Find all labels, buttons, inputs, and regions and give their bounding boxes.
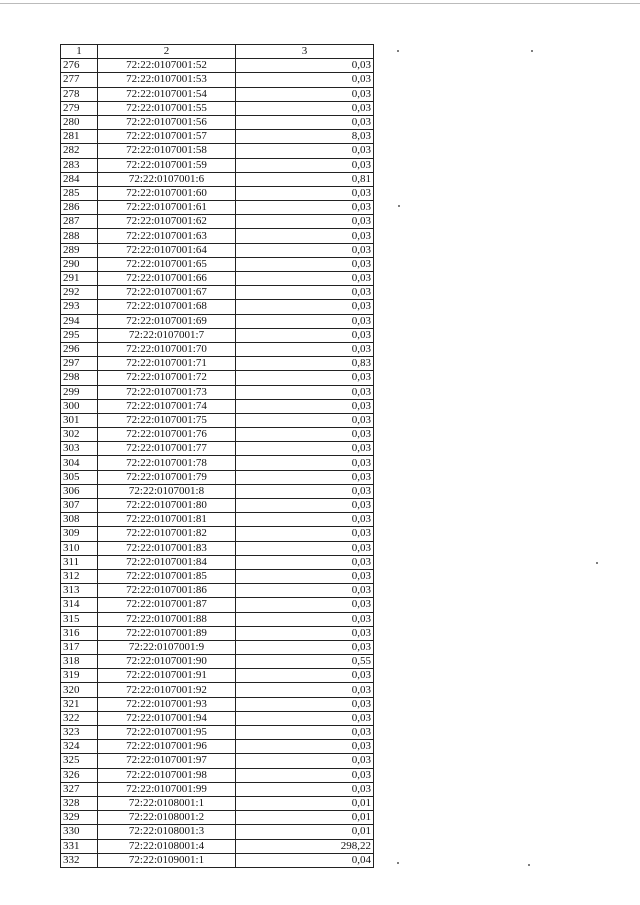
row-number: 319 [61, 669, 98, 683]
area-value: 0,03 [236, 569, 374, 583]
cadastral-number: 72:22:0107001:66 [98, 272, 236, 286]
area-value: 0,03 [236, 683, 374, 697]
table-row [61, 569, 374, 583]
cadastral-number: 72:22:0107001:92 [98, 683, 236, 697]
row-number: 284 [61, 172, 98, 186]
cadastral-number: 72:22:0107001:84 [98, 555, 236, 569]
cadastral-number: 72:22:0107001:82 [98, 527, 236, 541]
row-number: 306 [61, 484, 98, 498]
cadastral-number: 72:22:0107001:81 [98, 513, 236, 527]
row-number: 331 [61, 839, 98, 853]
cadastral-number: 72:22:0107001:7 [98, 328, 236, 342]
row-number: 308 [61, 513, 98, 527]
table-row [61, 413, 374, 427]
row-number: 291 [61, 272, 98, 286]
row-number: 277 [61, 73, 98, 87]
area-value: 0,04 [236, 853, 374, 867]
cadastral-number: 72:22:0107001:63 [98, 229, 236, 243]
area-value: 0,03 [236, 697, 374, 711]
table-row [61, 342, 374, 356]
area-value: 0,03 [236, 215, 374, 229]
row-number: 325 [61, 754, 98, 768]
area-value: 0,03 [236, 286, 374, 300]
row-number: 328 [61, 796, 98, 810]
area-value: 0,03 [236, 87, 374, 101]
area-value: 0,01 [236, 811, 374, 825]
area-value: 0,03 [236, 711, 374, 725]
scan-speck [528, 864, 530, 866]
scan-speck [397, 50, 399, 52]
area-value: 298,22 [236, 839, 374, 853]
area-value: 0,03 [236, 442, 374, 456]
row-number: 296 [61, 342, 98, 356]
table-row [61, 229, 374, 243]
cadastral-number: 72:22:0107001:74 [98, 399, 236, 413]
row-number: 329 [61, 811, 98, 825]
row-number: 304 [61, 456, 98, 470]
cadastral-number: 72:22:0107001:85 [98, 569, 236, 583]
table-row [61, 186, 374, 200]
cadastral-number: 72:22:0107001:77 [98, 442, 236, 456]
area-value: 0,03 [236, 73, 374, 87]
row-number: 295 [61, 328, 98, 342]
area-value: 0,03 [236, 499, 374, 513]
table-row [61, 825, 374, 839]
table-row [61, 527, 374, 541]
header-col-1: 1 [61, 45, 98, 59]
cadastral-number: 72:22:0108001:4 [98, 839, 236, 853]
area-value: 0,03 [236, 484, 374, 498]
row-number: 279 [61, 101, 98, 115]
area-value: 0,03 [236, 272, 374, 286]
cadastral-number: 72:22:0107001:80 [98, 499, 236, 513]
area-value: 0,83 [236, 357, 374, 371]
cadastral-number: 72:22:0107001:68 [98, 300, 236, 314]
table-row [61, 144, 374, 158]
row-number: 300 [61, 399, 98, 413]
area-value: 0,03 [236, 640, 374, 654]
cadastral-number: 72:22:0107001:64 [98, 243, 236, 257]
cadastral-number: 72:22:0107001:73 [98, 385, 236, 399]
area-value: 8,03 [236, 130, 374, 144]
cadastral-number: 72:22:0107001:79 [98, 470, 236, 484]
area-value: 0,03 [236, 399, 374, 413]
area-value: 0,03 [236, 115, 374, 129]
row-number: 317 [61, 640, 98, 654]
table-row [61, 555, 374, 569]
table-row [61, 683, 374, 697]
row-number: 288 [61, 229, 98, 243]
area-value: 0,03 [236, 428, 374, 442]
row-number: 289 [61, 243, 98, 257]
table-row [61, 399, 374, 413]
table-row [61, 314, 374, 328]
row-number: 330 [61, 825, 98, 839]
table-row [61, 584, 374, 598]
table-row [61, 101, 374, 115]
scan-speck [398, 205, 400, 207]
table-row [61, 853, 374, 867]
row-number: 280 [61, 115, 98, 129]
row-number: 318 [61, 655, 98, 669]
row-number: 302 [61, 428, 98, 442]
row-number: 278 [61, 87, 98, 101]
table-row [61, 726, 374, 740]
table-row [61, 257, 374, 271]
area-value: 0,03 [236, 782, 374, 796]
row-number: 327 [61, 782, 98, 796]
scan-speck [596, 562, 598, 564]
row-number: 316 [61, 626, 98, 640]
row-number: 310 [61, 541, 98, 555]
area-value: 0,03 [236, 257, 374, 271]
table-row [61, 782, 374, 796]
cadastral-table [60, 44, 374, 868]
cadastral-number: 72:22:0107001:53 [98, 73, 236, 87]
table-row [61, 839, 374, 853]
header-col-3: 3 [236, 45, 374, 59]
table-row [61, 470, 374, 484]
row-number: 305 [61, 470, 98, 484]
cadastral-number: 72:22:0108001:1 [98, 796, 236, 810]
header-col-2: 2 [98, 45, 236, 59]
cadastral-number: 72:22:0107001:67 [98, 286, 236, 300]
area-value: 0,03 [236, 314, 374, 328]
cadastral-number: 72:22:0107001:94 [98, 711, 236, 725]
table-row [61, 754, 374, 768]
row-number: 314 [61, 598, 98, 612]
area-value: 0,55 [236, 655, 374, 669]
row-number: 324 [61, 740, 98, 754]
cadastral-number: 72:22:0107001:83 [98, 541, 236, 555]
area-value: 0,03 [236, 385, 374, 399]
area-value: 0,03 [236, 158, 374, 172]
area-value: 0,03 [236, 598, 374, 612]
cadastral-number: 72:22:0108001:2 [98, 811, 236, 825]
area-value: 0,81 [236, 172, 374, 186]
table-row [61, 172, 374, 186]
table-row [61, 640, 374, 654]
row-number: 301 [61, 413, 98, 427]
area-value: 0,03 [236, 229, 374, 243]
area-value: 0,03 [236, 584, 374, 598]
table-row [61, 456, 374, 470]
page-top-border [0, 3, 640, 4]
cadastral-number: 72:22:0107001:65 [98, 257, 236, 271]
cadastral-number: 72:22:0107001:52 [98, 59, 236, 73]
cadastral-number: 72:22:0107001:89 [98, 626, 236, 640]
row-number: 281 [61, 130, 98, 144]
row-number: 285 [61, 186, 98, 200]
table-row [61, 201, 374, 215]
area-value: 0,03 [236, 456, 374, 470]
area-value: 0,03 [236, 59, 374, 73]
cadastral-number: 72:22:0107001:69 [98, 314, 236, 328]
table-row [61, 87, 374, 101]
row-number: 320 [61, 683, 98, 697]
table-row [61, 215, 374, 229]
table-row [61, 598, 374, 612]
cadastral-number: 72:22:0107001:95 [98, 726, 236, 740]
table-row [61, 385, 374, 399]
row-number: 283 [61, 158, 98, 172]
row-number: 293 [61, 300, 98, 314]
table-row [61, 243, 374, 257]
table-row [61, 811, 374, 825]
area-value: 0,03 [236, 342, 374, 356]
area-value: 0,03 [236, 243, 374, 257]
table-row [61, 286, 374, 300]
cadastral-number: 72:22:0107001:70 [98, 342, 236, 356]
area-value: 0,03 [236, 754, 374, 768]
table-row [61, 428, 374, 442]
table-row [61, 697, 374, 711]
row-number: 313 [61, 584, 98, 598]
row-number: 326 [61, 768, 98, 782]
cadastral-number: 72:22:0107001:61 [98, 201, 236, 215]
table-row [61, 328, 374, 342]
cadastral-number: 72:22:0107001:8 [98, 484, 236, 498]
area-value: 0,03 [236, 513, 374, 527]
row-number: 290 [61, 257, 98, 271]
row-number: 303 [61, 442, 98, 456]
cadastral-number: 72:22:0107001:75 [98, 413, 236, 427]
row-number: 323 [61, 726, 98, 740]
table-row [61, 626, 374, 640]
area-value: 0,03 [236, 541, 374, 555]
row-number: 287 [61, 215, 98, 229]
cadastral-number: 72:22:0107001:93 [98, 697, 236, 711]
table-header [61, 45, 374, 59]
table-row [61, 158, 374, 172]
cadastral-number: 72:22:0107001:96 [98, 740, 236, 754]
row-number: 294 [61, 314, 98, 328]
row-number: 307 [61, 499, 98, 513]
cadastral-number: 72:22:0109001:1 [98, 853, 236, 867]
row-number: 312 [61, 569, 98, 583]
cadastral-number: 72:22:0107001:76 [98, 428, 236, 442]
cadastral-number: 72:22:0107001:55 [98, 101, 236, 115]
cadastral-number: 72:22:0107001:58 [98, 144, 236, 158]
table-row [61, 484, 374, 498]
row-number: 332 [61, 853, 98, 867]
table-row [61, 796, 374, 810]
table-row [61, 357, 374, 371]
cadastral-number: 72:22:0107001:59 [98, 158, 236, 172]
area-value: 0,03 [236, 201, 374, 215]
area-value: 0,01 [236, 796, 374, 810]
area-value: 0,03 [236, 413, 374, 427]
area-value: 0,03 [236, 300, 374, 314]
scan-speck [397, 862, 399, 864]
table-row [61, 612, 374, 626]
row-number: 299 [61, 385, 98, 399]
table-row [61, 73, 374, 87]
area-value: 0,03 [236, 726, 374, 740]
area-value: 0,03 [236, 555, 374, 569]
cadastral-number: 72:22:0107001:56 [98, 115, 236, 129]
table-row [61, 669, 374, 683]
table-row [61, 130, 374, 144]
table-row [61, 740, 374, 754]
row-number: 315 [61, 612, 98, 626]
cadastral-number: 72:22:0107001:91 [98, 669, 236, 683]
table-row [61, 115, 374, 129]
row-number: 322 [61, 711, 98, 725]
area-value: 0,03 [236, 669, 374, 683]
cadastral-number: 72:22:0107001:72 [98, 371, 236, 385]
cadastral-number: 72:22:0107001:90 [98, 655, 236, 669]
table-row [61, 300, 374, 314]
cadastral-number: 72:22:0108001:3 [98, 825, 236, 839]
table-body [61, 59, 374, 868]
scan-speck [531, 50, 533, 52]
area-value: 0,03 [236, 612, 374, 626]
table-row [61, 655, 374, 669]
table-row [61, 272, 374, 286]
cadastral-number: 72:22:0107001:78 [98, 456, 236, 470]
cadastral-number: 72:22:0107001:88 [98, 612, 236, 626]
cadastral-number: 72:22:0107001:57 [98, 130, 236, 144]
area-value: 0,03 [236, 740, 374, 754]
area-value: 0,03 [236, 328, 374, 342]
cadastral-number: 72:22:0107001:62 [98, 215, 236, 229]
row-number: 286 [61, 201, 98, 215]
row-number: 297 [61, 357, 98, 371]
table-row [61, 541, 374, 555]
area-value: 0,03 [236, 371, 374, 385]
row-number: 321 [61, 697, 98, 711]
table-row [61, 711, 374, 725]
area-value: 0,03 [236, 144, 374, 158]
cadastral-number: 72:22:0107001:99 [98, 782, 236, 796]
area-value: 0,03 [236, 470, 374, 484]
row-number: 276 [61, 59, 98, 73]
table-row [61, 371, 374, 385]
cadastral-number: 72:22:0107001:98 [98, 768, 236, 782]
header-row [61, 45, 374, 59]
table-row [61, 513, 374, 527]
cadastral-number: 72:22:0107001:54 [98, 87, 236, 101]
row-number: 282 [61, 144, 98, 158]
cadastral-number: 72:22:0107001:71 [98, 357, 236, 371]
table-row [61, 768, 374, 782]
area-value: 0,01 [236, 825, 374, 839]
area-value: 0,03 [236, 101, 374, 115]
cadastral-number: 72:22:0107001:60 [98, 186, 236, 200]
table-row [61, 59, 374, 73]
row-number: 311 [61, 555, 98, 569]
area-value: 0,03 [236, 186, 374, 200]
cadastral-number: 72:22:0107001:97 [98, 754, 236, 768]
area-value: 0,03 [236, 527, 374, 541]
row-number: 298 [61, 371, 98, 385]
cadastral-number: 72:22:0107001:9 [98, 640, 236, 654]
cadastral-number: 72:22:0107001:6 [98, 172, 236, 186]
area-value: 0,03 [236, 768, 374, 782]
cadastral-number: 72:22:0107001:86 [98, 584, 236, 598]
cadastral-number: 72:22:0107001:87 [98, 598, 236, 612]
table-row [61, 442, 374, 456]
area-value: 0,03 [236, 626, 374, 640]
row-number: 309 [61, 527, 98, 541]
row-number: 292 [61, 286, 98, 300]
table-row [61, 499, 374, 513]
